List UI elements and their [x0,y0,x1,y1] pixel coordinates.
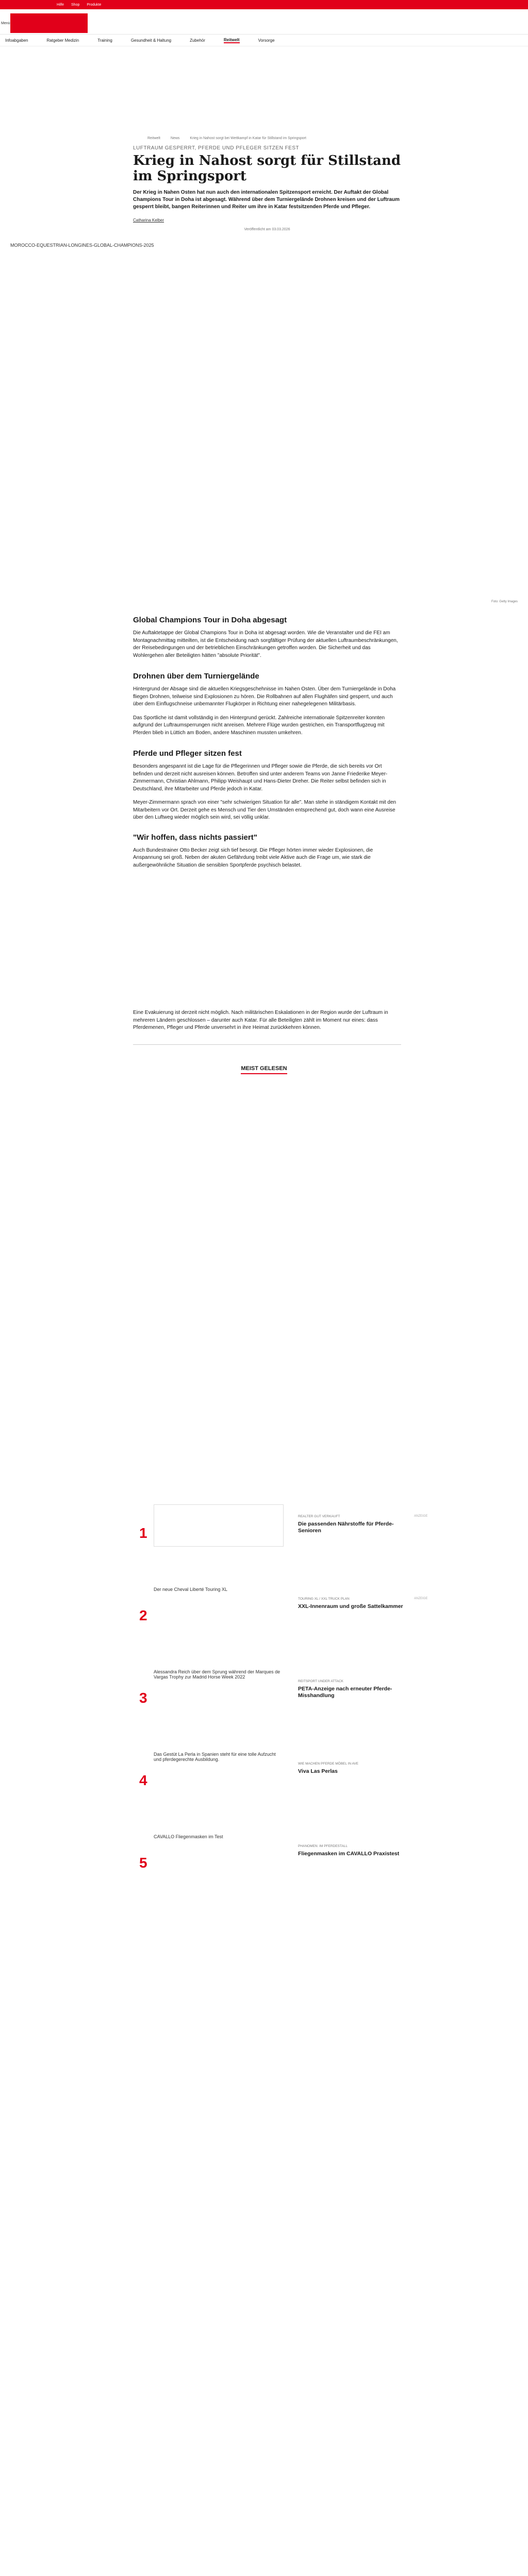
mostread-kicker: WIE MACHEN PFERDE MÖBEL IN AVE [298,1762,359,1766]
mostread-number: 1 [139,1525,147,1541]
article-end [133,1009,401,1032]
article-body [133,616,401,869]
mostread-number: 4 [139,1772,147,1788]
section-heading-1: Global Champions Tour in Doha abgesagt [133,616,287,624]
topbar-link-help[interactable]: Hilfe [57,3,64,7]
paragraph-7: Eine Evakuierung ist derzeit nicht möglich. Nach militärischen Eskalationen in der Region wurde der Luftraum in mehreren Ländern geschlossen – darunter auch Katar. Für alle Beteiligten zählt im Moment nur eines: dass Pferdemenen, Pfleger und Pferde unversehrt in ihre Heimat zurückkehren können. [133,1010,388,1030]
topbar-link-shop[interactable]: Shop [71,3,80,7]
ad-space [0,46,528,137]
nav-item-1[interactable]: Ratgeber Medizin [46,38,79,43]
article-date: Veröffentlicht am 03.03.2026 [244,228,290,231]
ad-space-inline [0,875,528,1009]
topbar-link-products[interactable]: Produkte [87,3,102,7]
breadcrumb [147,137,401,140]
mostread-item-2[interactable] [133,1587,442,1628]
paragraph-4: Besonders angespannt ist die Lage für die Pflegerinnen und Pfleger sowie die Pferde, die sich bereits vor Ort befinden und derzeit nicht ausreisen können. Betroffen sind unter anderem Teams von Janne Friederike Meyer-Zimmermann, Christian Ahlmann, Philipp Weishaupt und Hans-Dieter Dreher. Die Reiter selbst befinden sich in Deutschland, ihre Mitarbeiter und Pferde jedoch in Katar. [133,764,388,792]
main-nav [0,35,528,46]
section-heading-3: Pferde und Pfleger sitzen fest [133,749,242,758]
paragraph-1: Die Auftaktetappe der Global Champions Tour in Doha ist abgesagt worden. Wie die Veranstalter und die FEI am Montagnachmittag mitteilten, ist die Entscheidung nach sorgfältiger Prüfung der aktuellen Luftraumbeschränkungen, der Reisebedingungen und der betrieblichen Einschränkungen getroffen worden. Die Sicherheit und das Wohlergehen aller Beteiligten hätten "absolute Priorität". [133,630,398,658]
paragraph-5: Meyer-Zimmermann sprach von einer "sehr schwierigen Situation für alle". Man stehe in ständigem Kontakt mit den Mitarbeitern vor Ort. Derzeit gehe es Mensch und Tier den Umständen entsprechend gut, doch wann eine Ausreise über den Luftweg wieder möglich sein wird, sei völlig unklar. [133,800,397,820]
nav-item-6[interactable]: Vorsorge [258,38,275,43]
article-title: Krieg in Nahost sorgt für Stillstand im Springsport [133,153,401,184]
divider [133,1044,401,1045]
paragraph-2: Hintergrund der Absage sind die aktuellen Kriegsgeschehnisse im Nahen Osten. Über dem Turniergelände in Doha fliegen Drohnen, teilweise sind Explosionen zu hören. Die Rollbahnen auf allen Flughäfen sind gesperrt, und auch über dem Einflugschneise unbemannter Flugkörper in Richtung einer nahegelegenen Militärbasis. [133,686,396,707]
mostread-item-4[interactable] [133,1752,442,1793]
mostread-title-link[interactable]: XXL-Innenraum und große Sattelkammer [298,1603,403,1609]
nav-item-4[interactable]: Zubehör [190,38,205,43]
nav-item-3[interactable]: Gesundheit & Haltung [130,38,172,43]
section-heading-2: Drohnen über dem Turniergelände [133,672,259,681]
mostread-item-3[interactable] [133,1669,442,1710]
mostread-kicker: REALTER GUT VERKAUFT [298,1515,340,1518]
mostread-number: 5 [139,1855,147,1871]
mostread-title-link[interactable]: Fliegenmasken im CAVALLO Praxistest [298,1851,400,1857]
mostread-number: 3 [139,1690,147,1706]
nav-item-2[interactable]: Training [97,38,112,43]
mostread-title: MEIST GELESEN [241,1065,287,1074]
article [133,137,401,231]
mostread-image[interactable]: CAVALLO Fliegenmasken im Test [154,1834,223,1839]
menu-button[interactable]: Menü [1,22,10,25]
mostread-image[interactable] [154,1504,284,1547]
mostread-title-link[interactable]: PETA-Anzeige nach erneuter Pferde-Misshandlung [298,1686,392,1699]
breadcrumb-item-1[interactable]: News [170,137,180,140]
site-logo[interactable] [10,13,88,33]
hero-credit: Foto: Getty Images [491,600,518,603]
paragraph-3: Das Sportliche ist damit vollständig in den Hintergrund gerückt. Zahlreiche internationale Spitzenreiter konnten aufgrund der Luftraumsperrungen nicht anreisen. Mehrere Flüge wurden gestrichen, ein Transportflugzeug mit Pferden blieb in Lüttich am Boden, andere Maschinen mussten umkehren. [133,715,385,736]
top-bar [0,0,528,9]
hero-image [0,243,528,603]
mostread-image[interactable]: Alessandra Reich über dem Sprung während der Marques de Vargas Trophy zur Madrid Horse Week 2022 [154,1669,280,1680]
paragraph-6: Auch Bundestrainer Otto Becker zeigt sich tief besorgt. Die Pfleger hörten immer wieder Explosionen, die Anspannung sei groß. Neben der akuten Gefährdung treibt viele Aktive auch die Frage um, wie stark die außergewöhnliche Situation die sensiblen Sportpferde psychisch belastet. [133,847,373,868]
article-author[interactable]: Catharina Kelber [133,218,164,223]
breadcrumb-item-2: Krieg in Nahost sorgt bei Wettkampf in Katar für Stillstand im Springsport [190,137,306,140]
breadcrumb-item-0[interactable]: Reitwelt [147,137,160,140]
mostread-kicker: REITSPORT UNDER ATTACK [298,1680,344,1683]
site-header [0,9,528,35]
mostread-kicker: TOURING XL / XXL TRUCK PLAN [298,1597,350,1601]
mostread-image[interactable]: Das Gestüt La Perla in Spanien steht für eine tolle Aufzucht und pferdegerechte Ausbildung. [154,1752,276,1762]
mostread-kicker: PHANOMEN: IM PFERDESTALL [298,1844,348,1848]
mostread-number: 2 [139,1607,147,1623]
article-kicker: LUFTRAUM GESPERRT, PFERDE UND PFLEGER SITZEN FEST [133,145,300,151]
mostread-title-link[interactable]: Viva Las Perlas [298,1768,338,1774]
mostread-item-1[interactable] [133,1504,442,1546]
mostread-item-5[interactable] [133,1834,442,1875]
ad-badge: ANZEIGE [414,1515,428,1518]
ad-badge: ANZEIGE [414,1597,428,1600]
section-heading-4: "Wir hoffen, dass nichts passiert" [133,833,257,842]
mostread-image[interactable]: Der neue Cheval Liberté Touring XL [154,1587,227,1592]
hero-image-alt: MOROCCO-EQUESTRIAN-LONGINES-GLOBAL-CHAMPIONS-2025 [10,243,154,248]
article-lead: Der Krieg in Nahen Osten hat nun auch den internationalen Spitzensport erreicht. Der Auftakt der Global Champions Tour in Doha ist abgesagt. Während über dem Turniergelände Drohnen kreisen und der Luftraum gesperrt bleibt, bangen Reiterinnen und Reiter um ihre in Katar festsitzenden Pferde und Pfleger. [133,190,400,210]
mostread-title-link[interactable]: Die passenden Nährstoffe für Pferde-Senioren [298,1521,394,1534]
nav-item-5[interactable]: Reitwelt [223,37,240,42]
mostread-heading [0,1065,528,1072]
nav-item-0[interactable]: Infoabgaben [5,38,28,43]
